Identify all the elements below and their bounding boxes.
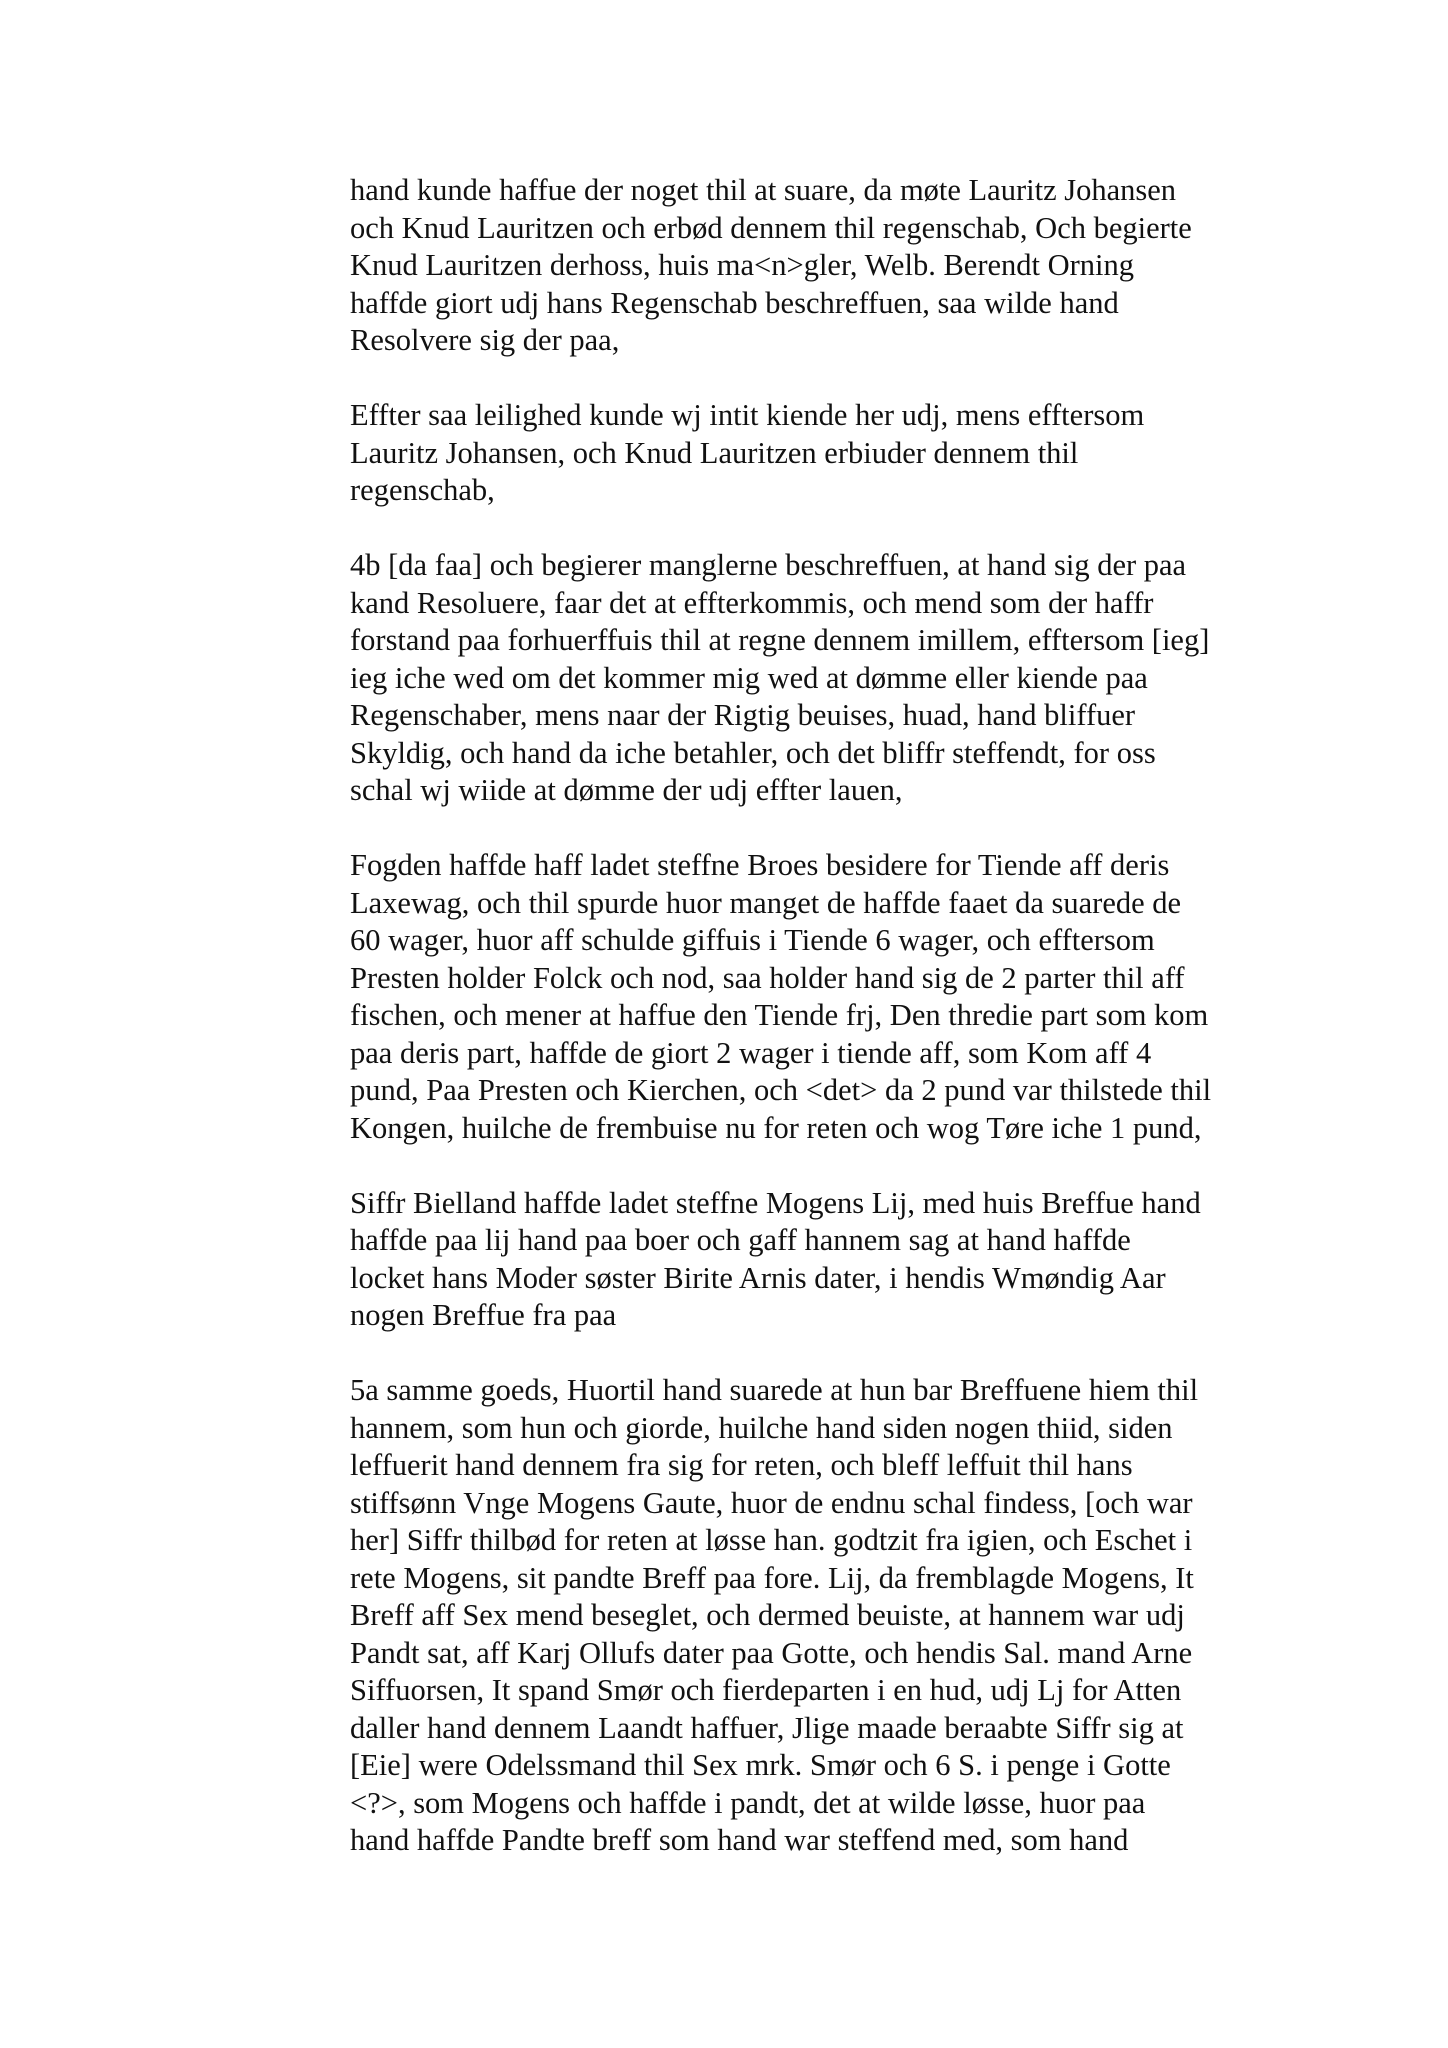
text-line: Breff aff Sex mend beseglet, och dermed beuiste, at hannem war udj: [350, 1598, 1185, 1632]
paragraph-1: [350, 172, 1350, 360]
text-line: haffde giort udj hans Regenschab beschreffuen, saa wilde hand: [350, 285, 1119, 320]
paragraph-6: [350, 1372, 1350, 1860]
text-line: daller hand dennem Laandt haffuer, Jlige maade beraabte Siffr sig at: [350, 1710, 1184, 1745]
text-line: [Eie] were Odelssmand thil Sex mrk. Smør och 6 S. i penge i Gotte: [350, 1748, 1171, 1782]
text-line: Fogden haffde haff ladet steffne Broes besidere for Tiende aff deris: [350, 848, 1170, 882]
text-line: 60 wager, huor aff schulde giffuis i Tiende 6 wager, och efftersom: [350, 923, 1155, 957]
text-line: paa deris part, haffde de giort 2 wager i tiende aff, som Kom aff 4: [350, 1035, 1152, 1070]
paragraph-3: [350, 547, 1350, 810]
text-line: haffde paa lij hand paa boer och gaff hannem sag at hand haffde: [350, 1223, 1131, 1257]
text-line: fischen, och mener at haffue den Tiende frj, Den thredie part som kom: [350, 998, 1209, 1032]
text-line: stiffsønn Vnge Mogens Gaute, huor de endnu schal findess, [och war: [350, 1485, 1193, 1520]
paragraph-4: [350, 847, 1350, 1147]
text-line: 5a samme goeds, Huortil hand suarede at hun bar Breffuene hiem thil: [350, 1373, 1199, 1407]
text-line: Effter saa leilighed kunde wj intit kiende her udj, mens efftersom: [350, 398, 1145, 432]
text-line: hannem, som hun och giorde, huilche hand siden nogen thiid, siden: [350, 1410, 1173, 1445]
text-line: Siffr Bielland haffde ladet steffne Mogens Lij, med huis Breffue hand: [350, 1185, 1201, 1220]
text-line: Presten holder Folck och nod, saa holder hand sig de 2 parter thil aff: [350, 960, 1185, 995]
text-line: rete Mogens, sit pandte Breff paa fore. Lij, da fremblagde Mogens, It: [350, 1560, 1194, 1595]
text-line: Knud Lauritzen derhoss, huis ma<n>gler, Welb. Berendt Orning: [350, 248, 1135, 282]
text-line: pund, Paa Presten och Kierchen, och <det> da 2 pund var thilstede thil: [350, 1073, 1212, 1107]
text-line: Siffuorsen, It spand Smør och fierdeparten i en hud, udj Lj for Atten: [350, 1673, 1182, 1707]
text-line: leffuerit hand dennem fra sig for reten, och bleff leffuit thil hans: [350, 1448, 1133, 1482]
transcription-text: [350, 172, 1350, 1897]
text-line: Laxewag, och thil spurde huor manget de haffde faaet da suarede de: [350, 885, 1182, 920]
text-line: ieg iche wed om det kommer mig wed at dømme eller kiende paa: [350, 660, 1148, 695]
text-line: Lauritz Johansen, och Knud Lauritzen erbiuder dennem thil: [350, 435, 1079, 470]
text-line: Pandt sat, aff Karj Ollufs dater paa Gotte, och hendis Sal. mand Arne: [350, 1635, 1193, 1670]
text-line: hand kunde haffue der noget thil at suare, da møte Lauritz Johansen: [350, 173, 1177, 207]
text-line: her] Siffr thilbød for reten at løsse han. godtzit fra igien, och Eschet i: [350, 1523, 1193, 1557]
text-line: forstand paa forhuerffuis thil at regne dennem imillem, efftersom [ieg]: [350, 623, 1210, 657]
paragraph-2: [350, 397, 1350, 510]
text-line: regenschab,: [350, 473, 495, 507]
text-line: 4b [da faa] och begierer manglerne beschreffuen, at hand sig der paa: [350, 548, 1187, 582]
text-line: hand haffde Pandte breff som hand war steffend med, som hand: [350, 1823, 1129, 1857]
paragraph-5: [350, 1185, 1350, 1335]
text-line: schal wj wiide at dømme der udj effter lauen,: [350, 773, 903, 807]
text-line: och Knud Lauritzen och erbød dennem thil regenschab, Och begierte: [350, 210, 1192, 245]
text-line: Skyldig, och hand da iche betahler, och det bliffr steffendt, for oss: [350, 735, 1156, 770]
text-line: <?>, som Mogens och haffde i pandt, det at wilde løsse, huor paa: [350, 1785, 1146, 1820]
text-line: nogen Breffue fra paa: [350, 1298, 617, 1332]
text-line: locket hans Moder søster Birite Arnis dater, i hendis Wmøndig Aar: [350, 1260, 1166, 1295]
text-line: Regenschaber, mens naar der Rigtig beuises, huad, hand bliffuer: [350, 698, 1136, 732]
text-line: Kongen, huilche de frembuise nu for reten och wog Tøre iche 1 pund,: [350, 1110, 1202, 1145]
text-line: Resolvere sig der paa,: [350, 323, 620, 357]
text-line: kand Resoluere, faar det at effterkommis, och mend som der haffr: [350, 585, 1154, 620]
